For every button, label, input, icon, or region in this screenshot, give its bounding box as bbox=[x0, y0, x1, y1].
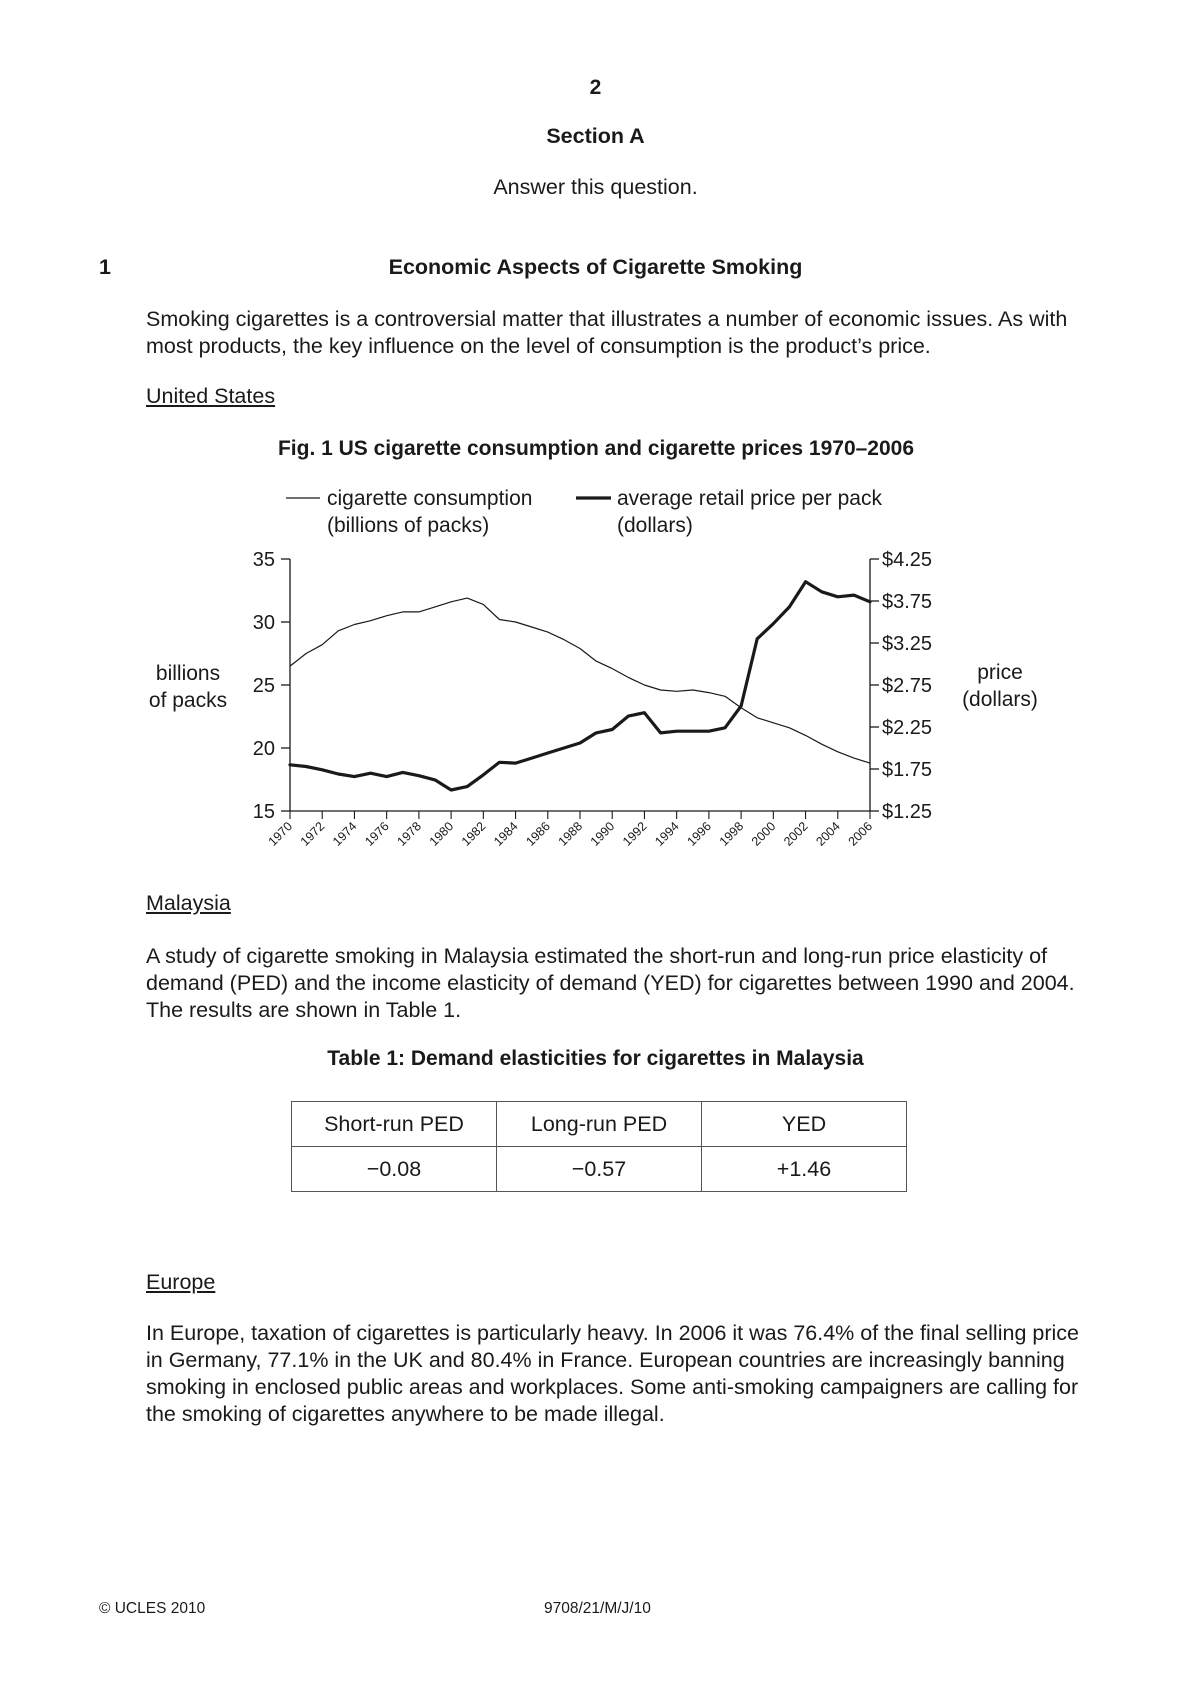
y-right-tick-label: $2.75 bbox=[882, 675, 933, 697]
y-left-label-line1: billions bbox=[155, 662, 221, 685]
legend-consumption-unit: (billions of packs) bbox=[327, 514, 490, 537]
question-number: 1 bbox=[99, 255, 111, 279]
europe-heading: Europe bbox=[146, 1270, 216, 1294]
europe-line: In Europe, taxation of cigarettes is particularly heavy. In 2006 it was 76.4% of the final selling price bbox=[146, 1321, 1079, 1345]
instruction: Answer this question. bbox=[493, 175, 698, 199]
y-left-label-line2: of packs bbox=[148, 689, 228, 712]
europe-line: the smoking of cigarettes anywhere to be made illegal. bbox=[146, 1402, 665, 1426]
x-tick-label: 2004 bbox=[813, 819, 843, 849]
x-tick-label: 2000 bbox=[748, 819, 779, 849]
y-right-tick-label: $2.25 bbox=[882, 717, 933, 739]
europe-line: in Germany, 77.1% in the UK and 80.4% in France. European countries are increasingly banning bbox=[146, 1348, 1065, 1372]
y-left-tick-label: 25 bbox=[252, 675, 275, 697]
elasticity-table bbox=[291, 1101, 907, 1192]
table-cell: −0.08 bbox=[292, 1147, 497, 1192]
x-tick-label: 2002 bbox=[781, 819, 811, 849]
x-tick-label: 1996 bbox=[684, 819, 715, 849]
footer-copyright: © UCLES 2010 bbox=[99, 1600, 206, 1617]
europe-paragraph bbox=[146, 1320, 1096, 1428]
malaysia-line: The results are shown in Table 1. bbox=[146, 998, 462, 1022]
y-right-label-line1: price bbox=[977, 661, 1023, 684]
x-tick-label: 1974 bbox=[329, 819, 360, 849]
y-right-tick-label: $1.75 bbox=[882, 759, 933, 781]
page-number: 2 bbox=[589, 76, 602, 99]
x-tick-label: 1990 bbox=[587, 819, 618, 849]
europe-line: smoking in enclosed public areas and workplaces. Some anti-smoking campaigners are calling for bbox=[146, 1375, 1079, 1399]
table-header-cell: Long-run PED bbox=[497, 1102, 702, 1147]
x-tick-label: 1978 bbox=[394, 819, 425, 849]
table-row bbox=[292, 1147, 907, 1192]
x-tick-label: 1976 bbox=[362, 819, 392, 849]
us-heading: United States bbox=[146, 384, 276, 408]
x-tick-label: 1988 bbox=[555, 819, 586, 849]
consumption-series-line bbox=[290, 598, 870, 763]
y-left-tick-label: 20 bbox=[252, 738, 275, 760]
y-left-tick-label: 30 bbox=[252, 612, 275, 634]
x-tick-label: 1982 bbox=[458, 819, 489, 849]
table-header-cell: Short-run PED bbox=[292, 1102, 497, 1147]
section-title: Section A bbox=[546, 124, 645, 148]
x-tick-label: 1970 bbox=[265, 819, 296, 849]
x-tick-label: 1980 bbox=[426, 819, 457, 849]
footer-code: 9708/21/M/J/10 bbox=[544, 1600, 651, 1617]
x-tick-label: 1998 bbox=[716, 819, 747, 849]
x-tick-label: 1994 bbox=[652, 819, 682, 849]
question-title: Economic Aspects of Cigarette Smoking bbox=[388, 255, 803, 279]
malaysia-line: demand (PED) and the income elasticity of demand (YED) for cigarettes between 1990 and 2004. bbox=[146, 971, 1075, 995]
table-cell: −0.57 bbox=[497, 1147, 702, 1192]
legend-price-unit: (dollars) bbox=[617, 514, 693, 537]
x-tick-label: 1986 bbox=[523, 819, 553, 849]
legend-price-label: average retail price per pack bbox=[617, 487, 882, 510]
malaysia-paragraph bbox=[146, 943, 1096, 1024]
y-right-tick-label: $3.25 bbox=[882, 633, 933, 655]
x-tick-label: 1992 bbox=[619, 819, 650, 849]
table1-title: Table 1: Demand elasticities for cigarettes in Malaysia bbox=[327, 1047, 864, 1070]
y-left-tick-label: 15 bbox=[252, 801, 275, 823]
malaysia-heading: Malaysia bbox=[146, 891, 231, 915]
y-right-tick-label: $1.25 bbox=[882, 801, 933, 823]
malaysia-line: A study of cigarette smoking in Malaysia estimated the short-run and long-run price elasticity of bbox=[146, 944, 1048, 968]
price-series-line bbox=[290, 582, 870, 790]
x-tick-label: 1984 bbox=[491, 819, 521, 849]
y-right-label-line2: (dollars) bbox=[962, 688, 1038, 711]
y-left-tick-label: 35 bbox=[252, 549, 275, 571]
table-header-cell: YED bbox=[702, 1102, 907, 1147]
intro-line: Smoking cigarettes is a controversial matter that illustrates a number of economic issues. As with bbox=[146, 307, 1068, 331]
chart-title: Fig. 1 US cigarette consumption and cigarette prices 1970–2006 bbox=[277, 437, 915, 460]
x-tick-label: 2006 bbox=[845, 819, 876, 849]
x-tick-label: 1972 bbox=[297, 819, 328, 849]
table-header-row bbox=[292, 1102, 907, 1147]
intro-line: most products, the key influence on the level of consumption is the product’s price. bbox=[146, 334, 931, 358]
y-right-tick-label: $3.75 bbox=[882, 591, 933, 613]
y-right-tick-label: $4.25 bbox=[882, 549, 933, 571]
table-cell: +1.46 bbox=[702, 1147, 907, 1192]
legend-consumption-label: cigarette consumption bbox=[327, 487, 533, 510]
